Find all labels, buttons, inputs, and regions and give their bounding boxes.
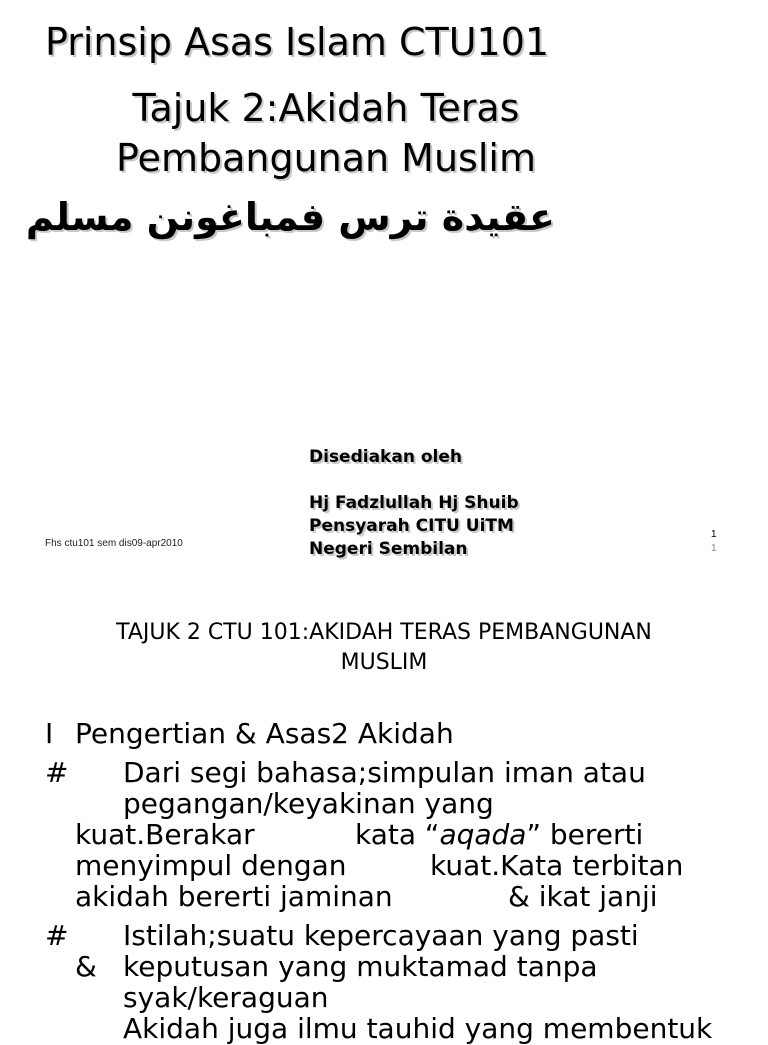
prepared-by-label: Disediakan oleh <box>309 447 462 467</box>
slide2-title-line2: MUSLIM <box>340 650 428 675</box>
slide1-title-line2: Tajuk 2:Akidah Teras <box>132 86 520 130</box>
bullet1-line3a: kuat.Berakar <box>75 818 255 851</box>
bullet3-partial: Akidah juga ilmu tauhid yang membentuk <box>123 1012 713 1045</box>
slide1-title-line1: Prinsip Asas Islam CTU101 <box>45 20 550 64</box>
bullet2-marker-ampersand: & <box>75 950 97 983</box>
bullet1-line1: Dari segi bahasa;simpulan iman atau <box>123 756 646 789</box>
bullet1-line5a: akidah bererti jaminan <box>75 880 393 913</box>
bullet1-line4a: menyimpul dengan <box>75 849 347 882</box>
bullet1-line3-italic: aqada <box>439 818 527 851</box>
bullet2-line2: keputusan yang muktamad tanpa <box>123 950 598 983</box>
slide1-title-line3: Pembangunan Muslim <box>116 136 536 180</box>
heading-marker: I <box>45 717 54 750</box>
slide-footer: Fhs ctu101 sem dis09-apr2010 <box>45 538 183 549</box>
bullet1-line2: pegangan/keyakinan yang <box>123 787 494 820</box>
bullet1-line3c: ” bererti <box>526 818 644 851</box>
page-number-top: 1 <box>711 529 717 540</box>
bullet1-line3 <box>355 819 643 850</box>
bullet1-line3b: kata “ <box>355 818 440 851</box>
author-role: Pensyarah CITU UiTM <box>309 516 514 536</box>
slide2-title-line1: TAJUK 2 CTU 101:AKIDAH TERAS PEMBANGUNAN <box>116 620 652 645</box>
author-place: Negeri Sembilan <box>309 539 468 559</box>
bullet2-line3: syak/keraguan <box>123 981 329 1014</box>
author-name: Hj Fadzlullah Hj Shuib <box>309 493 519 513</box>
slide1-arabic-title: عقيدة ترس فمباغونن مسلم <box>25 195 555 239</box>
page-number-bottom: 1 <box>711 543 717 554</box>
bullet1-line5b: & ikat janji <box>508 880 658 913</box>
bullet2-line1: Istilah;suatu kepercayaan yang pasti <box>123 919 639 952</box>
heading-text: Pengertian & Asas2 Akidah <box>75 717 454 750</box>
slide-divider <box>0 585 768 586</box>
bullet-marker: # <box>45 756 69 789</box>
bullet-marker: # <box>45 919 69 952</box>
bullet1-line4b: kuat.Kata terbitan <box>430 849 684 882</box>
